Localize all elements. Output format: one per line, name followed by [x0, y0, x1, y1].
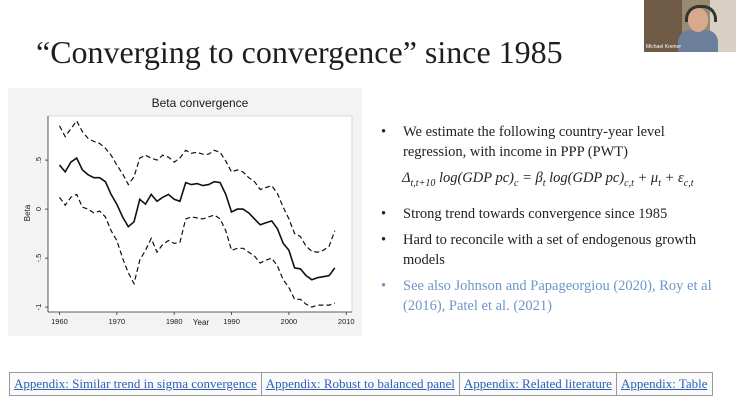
y-tick-label: 0	[34, 207, 43, 212]
y-tick-label: -.5	[34, 253, 43, 263]
bullet-icon: •	[381, 124, 387, 140]
y-tick-label: -1	[34, 303, 43, 311]
y-tick-label: .5	[34, 156, 43, 164]
bullet-text: We estimate the following country-year level regression, with income in PPP (PWT)	[403, 124, 665, 160]
bullet-icon: •	[381, 277, 387, 294]
appendix-related-literature-link[interactable]: Appendix: Related literature	[460, 373, 617, 395]
beta-convergence-chart	[8, 88, 362, 336]
bullet-icon: •	[381, 205, 387, 222]
chart-svg	[8, 88, 362, 336]
bullet-item	[372, 122, 722, 162]
x-tick-label: 2000	[280, 317, 298, 326]
x-tick-label: 2010	[337, 317, 355, 326]
appendix-balanced-panel-link[interactable]: Appendix: Robust to balanced panel	[262, 373, 460, 395]
y-axis-label: Beta	[23, 204, 32, 222]
x-tick-label: 1960	[51, 317, 68, 326]
regression-equation: $\Delta_{t,t+10}$ log(GDP $pc)_c = \beta_t$ log(GDP $pc)_{c,t} + \mu_t + \varepsilon_{c,t}$	[402, 170, 694, 189]
x-axis-label: Year	[192, 318, 210, 327]
headphones-icon	[685, 5, 717, 22]
appendix-sigma-convergence-link[interactable]: Appendix: Similar trend in sigma convergence	[10, 373, 262, 395]
bullet-icon: •	[381, 231, 387, 248]
chart-title: Beta convergence	[151, 96, 249, 110]
bullet-list	[372, 122, 722, 322]
see-also-bullet	[372, 276, 722, 316]
webcam-name-label: Michael Kremer	[646, 44, 682, 50]
bullet-text: Strong trend towards convergence since 1985	[403, 205, 668, 222]
x-tick-label: 1990	[223, 317, 240, 326]
slide-title: “Converging to convergence” since 1985	[36, 34, 563, 70]
see-also-text: See also Johnson and Papageorgiou (2020), Roy et al (2016), Patel et al. (2021)	[403, 277, 712, 314]
appendix-link-bar	[9, 372, 713, 396]
x-tick-label: 1970	[108, 317, 126, 326]
plot-area	[48, 116, 352, 312]
appendix-table-link[interactable]: Appendix: Table	[620, 376, 708, 391]
bullet-item	[372, 204, 722, 224]
x-tick-label: 1980	[165, 317, 183, 326]
bullet-text: Hard to reconcile with a set of endogenous growth models	[403, 231, 697, 268]
bullet-item	[372, 230, 722, 270]
webcam-thumbnail	[644, 0, 736, 52]
